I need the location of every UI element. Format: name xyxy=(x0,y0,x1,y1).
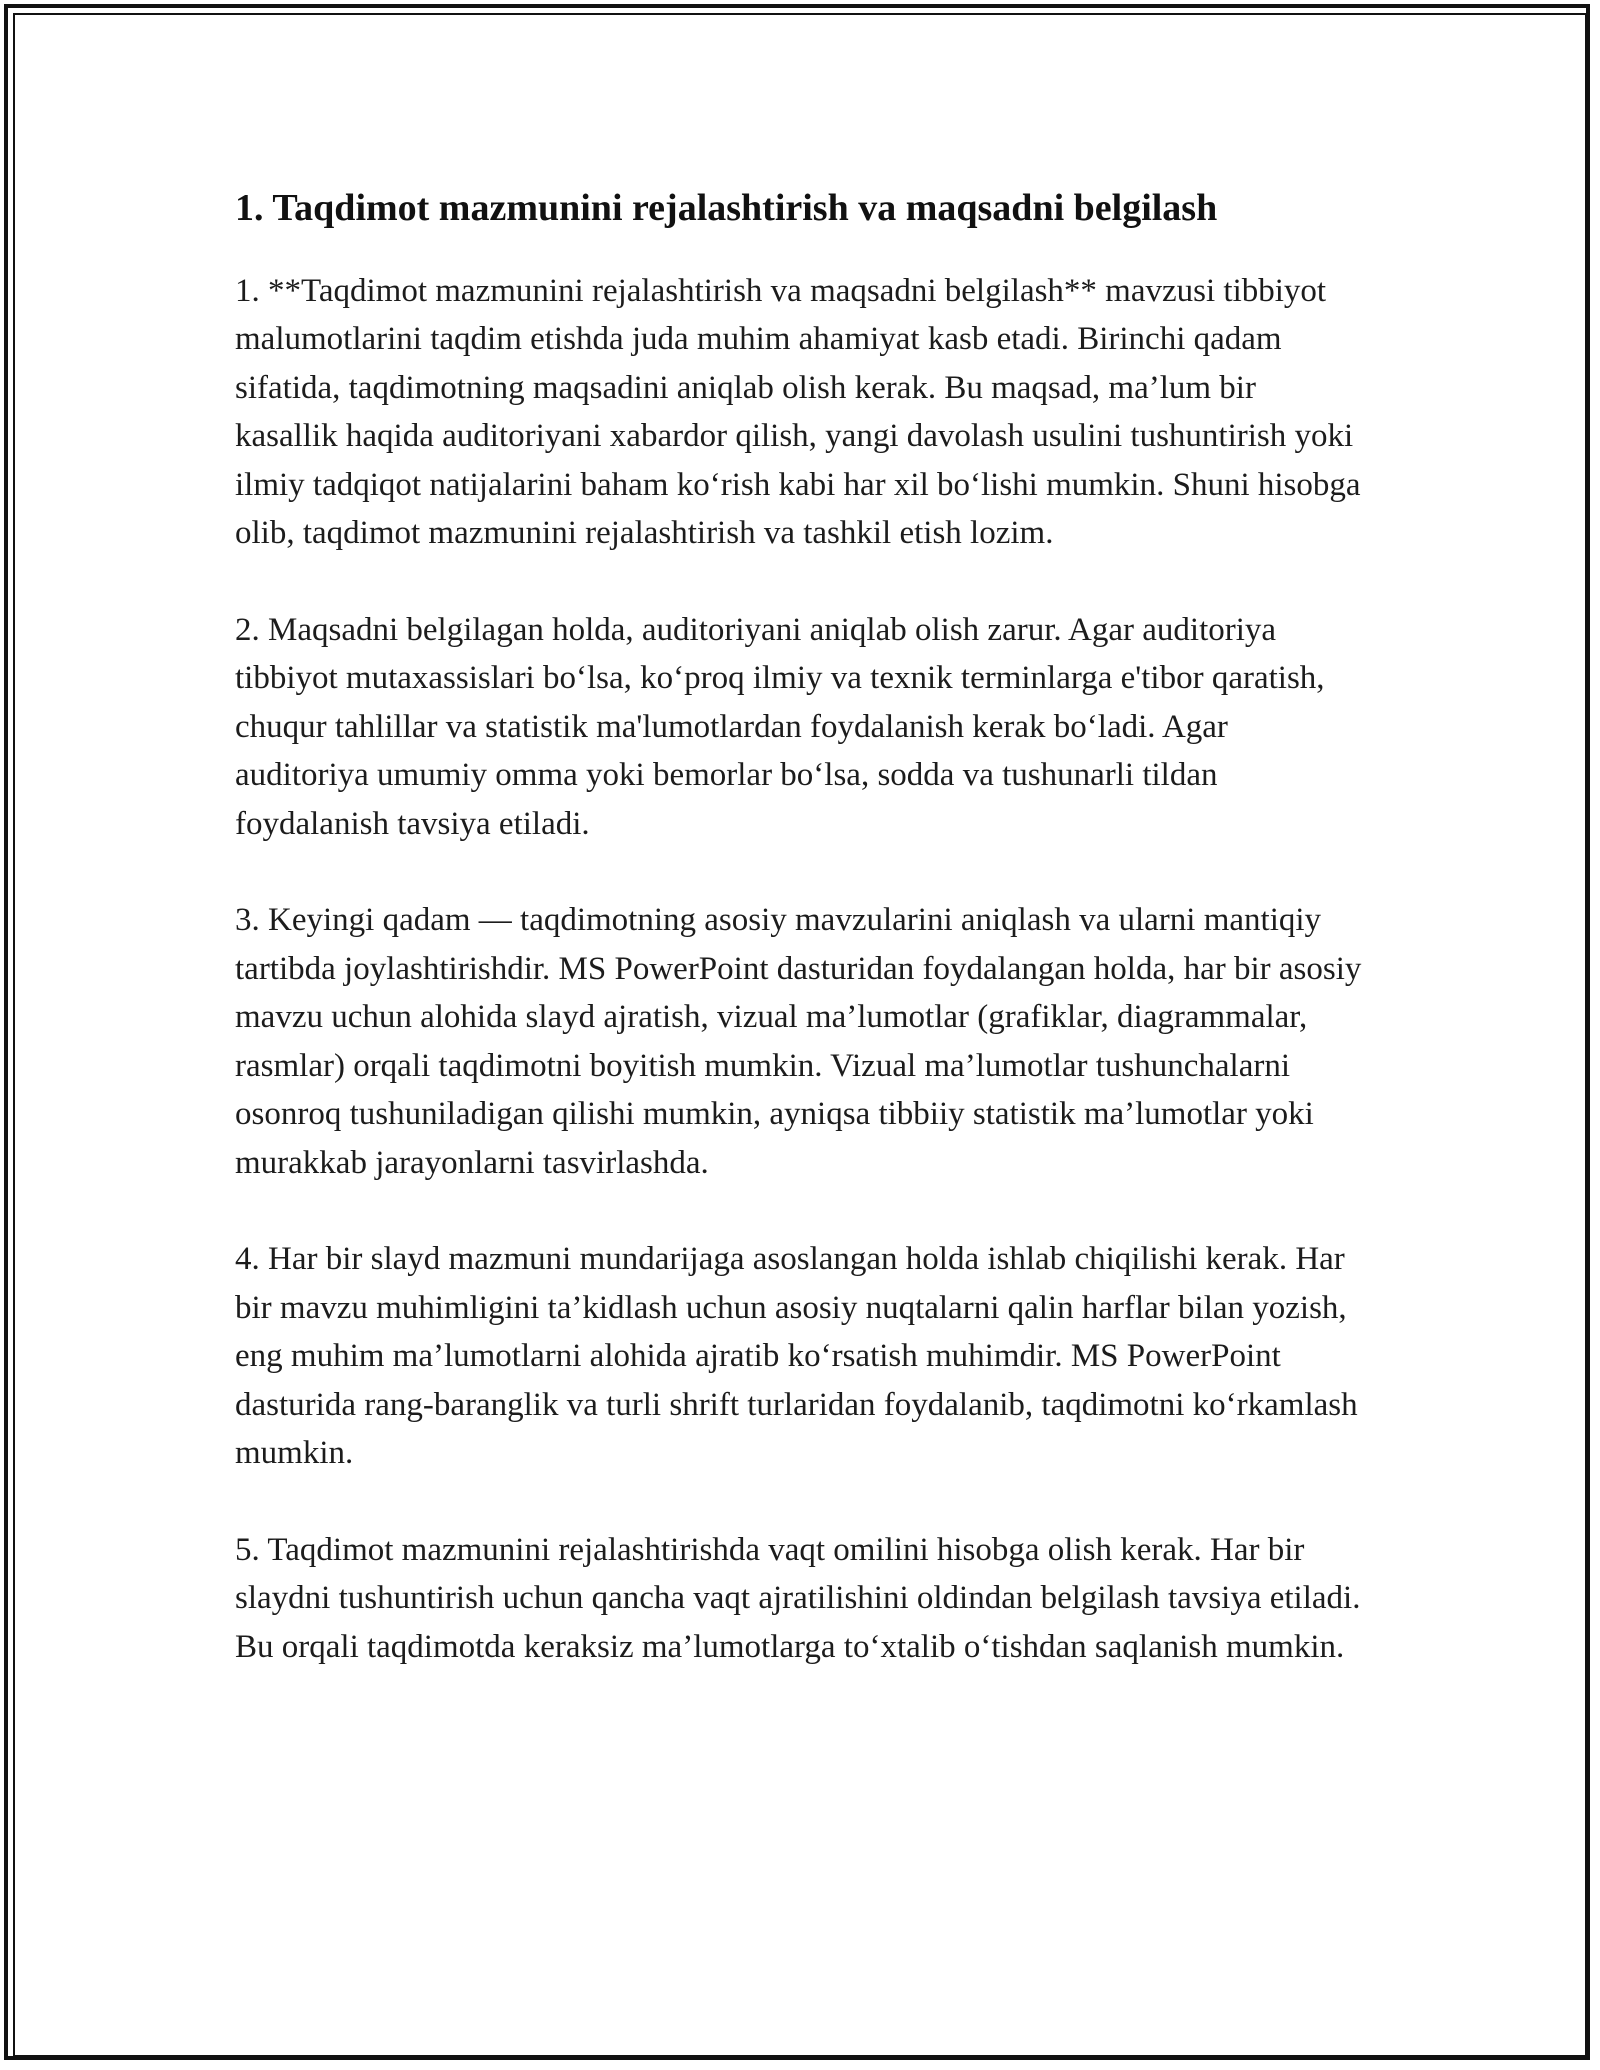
paragraph-1: 1. **Taqdimot mazmunini rejalashtirish va maqsadni belgilash** mavzusi tibbiyot malumotlarini taqdim etishda juda muhim ahamiyat kasb etadi. Birinchi qadam sifatida, taqdimotning maqsadini aniqlab olish kerak. Bu maqsad, ma’lum bir kasallik haqida auditoriyani xabardor qilish, yangi davolash usulini tushuntirish yoki ilmiy tadqiqot natijalarini baham ko‘rish kabi har xil bo‘lishi mumkin. Shuni hisobga olib, taqdimot mazmunini rejalashtirish va tashkil etish lozim. xyxy=(235,272,1361,551)
paragraph-5: 5. Taqdimot mazmunini rejalashtirishda vaqt omilini hisobga olish kerak. Har bir slaydni tushuntirish uchun qancha vaqt ajratilishini oldindan belgilash tavsiya etiladi. Bu orqali taqdimotda keraksiz ma’lumotlarga to‘xtalib o‘tishdan saqlanish mumkin. xyxy=(235,1531,1361,1665)
paragraph-3: 3. Keyingi qadam — taqdimotning asosiy mavzularini aniqlash va ularni mantiqiy tartibda joylashtirishdir. MS PowerPoint dasturidan foydalangan holda, har bir asosiy mavzu uchun alohida slayd ajratish, vizual ma’lumotlar (grafiklar, diagrammalar, rasmlar) orqali taqdimotni boyitish mumkin. Vizual ma’lumotlar tushunchalarni osonroq tushuniladigan qilishi mumkin, ayniqsa tibbiiy statistik ma’lumotlar yoki murakkab jarayonlarni tasvirlashda. xyxy=(235,902,1362,1181)
document-body xyxy=(235,185,1365,1719)
paragraph-4: 4. Har bir slayd mazmuni mundarijaga asoslangan holda ishlab chiqilishi kerak. Har bir mavzu muhimligini ta’kidlash uchun asosiy nuqtalarni qalin harflar bilan yozish, eng muhim ma’lumotlarni alohida ajratib ko‘rsatish muhimdir. MS PowerPoint dasturida rang-baranglik va turli shrift turlaridan foydalanib, taqdimotni ko‘rkamlash mumkin. xyxy=(235,1241,1358,1471)
document-title: 1. Taqdimot mazmunini rejalashtirish va maqsadni belgilash xyxy=(235,187,1218,229)
paragraph-2: 2. Maqsadni belgilagan holda, auditoriyani aniqlab olish zarur. Agar auditoriya tibbiyot mutaxassislari bo‘lsa, ko‘proq ilmiy va texnik terminlarga e'tibor qaratish, chuqur tahlillar va statistik ma'lumotlardan foydalanish kerak bo‘ladi. Agar auditoriya umumiy omma yoki bemorlar bo‘lsa, sodda va tushunarli tildan foydalanish tavsiya etiladi. xyxy=(235,611,1325,842)
